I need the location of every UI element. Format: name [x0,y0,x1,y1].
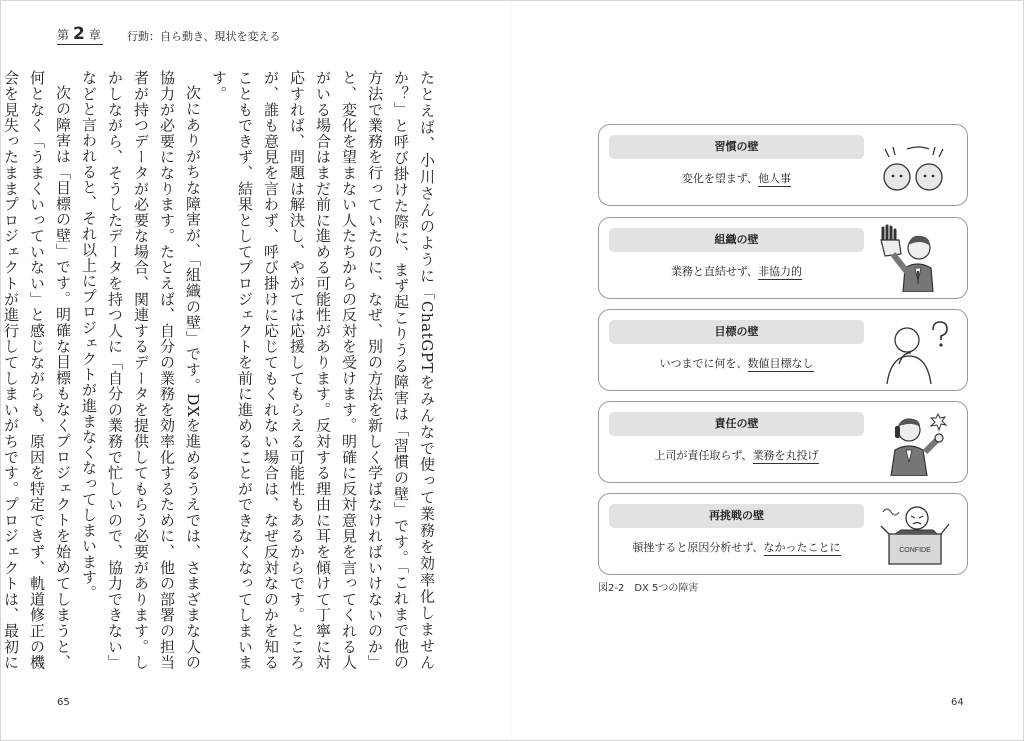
barrier-card-retry [598,493,968,575]
page-gutter [511,0,512,741]
stop-hand-man-icon [873,224,957,292]
barrier-description: いつまでに何を、数値目標なし [659,357,814,370]
box-person-icon [873,500,957,568]
barrier-card-habit [598,124,968,206]
chapter-underline [57,44,103,45]
paragraph-3: 次の障害は「目標の壁」です。明確な目標もなくプロジェクトを始めてしまうと、何となく「うまくいっていない」と感じながらも、原因を特定できず、軌道修正の機会を見失ったままプロジェクトが進行してしまいがちです。プロジェクトは、最初に [2,70,72,670]
chapter-suffix: 章 [88,28,101,42]
page-number-left: 65 [57,697,70,708]
barrier-title: 再挑戦の壁 [609,504,864,528]
barrier-description: 上司が責任取らず、業務を丸投げ [654,449,819,462]
barrier-highlight: 業務を丸投げ [752,449,819,462]
barrier-highlight: なかったことに [763,541,841,554]
box-label: CONFIDE [899,547,931,554]
barrier-title: 組織の壁 [609,228,864,252]
figure-caption: 図2-2 DX 5つの障害 [598,583,699,594]
thinking-person-icon [873,316,957,384]
barrier-card-goal [598,309,968,391]
barrier-description: 変化を望まず、他人事 [681,172,792,185]
barrier-title: 習慣の壁 [609,135,864,159]
page-number-right: 64 [951,697,964,708]
barrier-title: 目標の壁 [609,320,864,344]
barrier-description: 頓挫すると原因分析せず、なかったことに [632,541,841,554]
barrier-highlight: 他人事 [758,172,792,185]
body-text [2,70,440,670]
barrier-card-responsibility [598,401,968,483]
barrier-card-organization [598,217,968,299]
phone-boss-icon [873,408,957,476]
barrier-description: 業務と直結せず、非協力的 [670,265,803,278]
paragraph-2: 次にありがちな障害が、「組織の壁」です。DXを進めるうえでは、さまざまな人の協力が必要になります。たとえば、自分の業務を効率化するために、他の部署の担当者が持つデータが必要な場合、関連するデータを提供してもらう必要があります。しかしながら、そうしたデータを持つ人に「自分の業務で忙しいので、協力できない」などと言われると、それ以上にプロジェクトが進まなくなってしまいます。 [80,70,202,670]
chapter-label [57,26,101,43]
paragraph-1: たとえば、小川さんのように「ChatGPTをみんなで使って業務を効率化しませんか？」と呼び掛けた際に、まず起こりうる障害は「習慣の壁」です。「これまで他の方法で業務を行っていたのに、なぜ、別の方法を新しく学ばなければいけないのか」と、変化を望まない人たちからの反対を受けます。明確に反対意見を言ってくれる人がいる場合はまだ前に進める可能性があります。反対する理由に耳を傾けて丁寧に対応すれば、問題は解決し、やがては応援してもらえる可能性もあるからです。ところが、誰も意見を言わず、呼び掛けに応じてもくれない場合は、なぜ反対なのかを知ることもできず、結果としてプロジェクトを前に進めることができなくなってしまいます。 [210,70,436,670]
chapter-title: 行動：自ら動き、現状を変える [127,30,281,43]
two-people-icon [873,131,957,199]
barrier-title: 責任の壁 [609,412,864,436]
barrier-highlight: 数値目標なし [747,357,814,370]
barrier-highlight: 非協力的 [758,265,803,278]
chapter-prefix: 第 [57,28,70,42]
chapter-number: 2 [73,24,85,44]
